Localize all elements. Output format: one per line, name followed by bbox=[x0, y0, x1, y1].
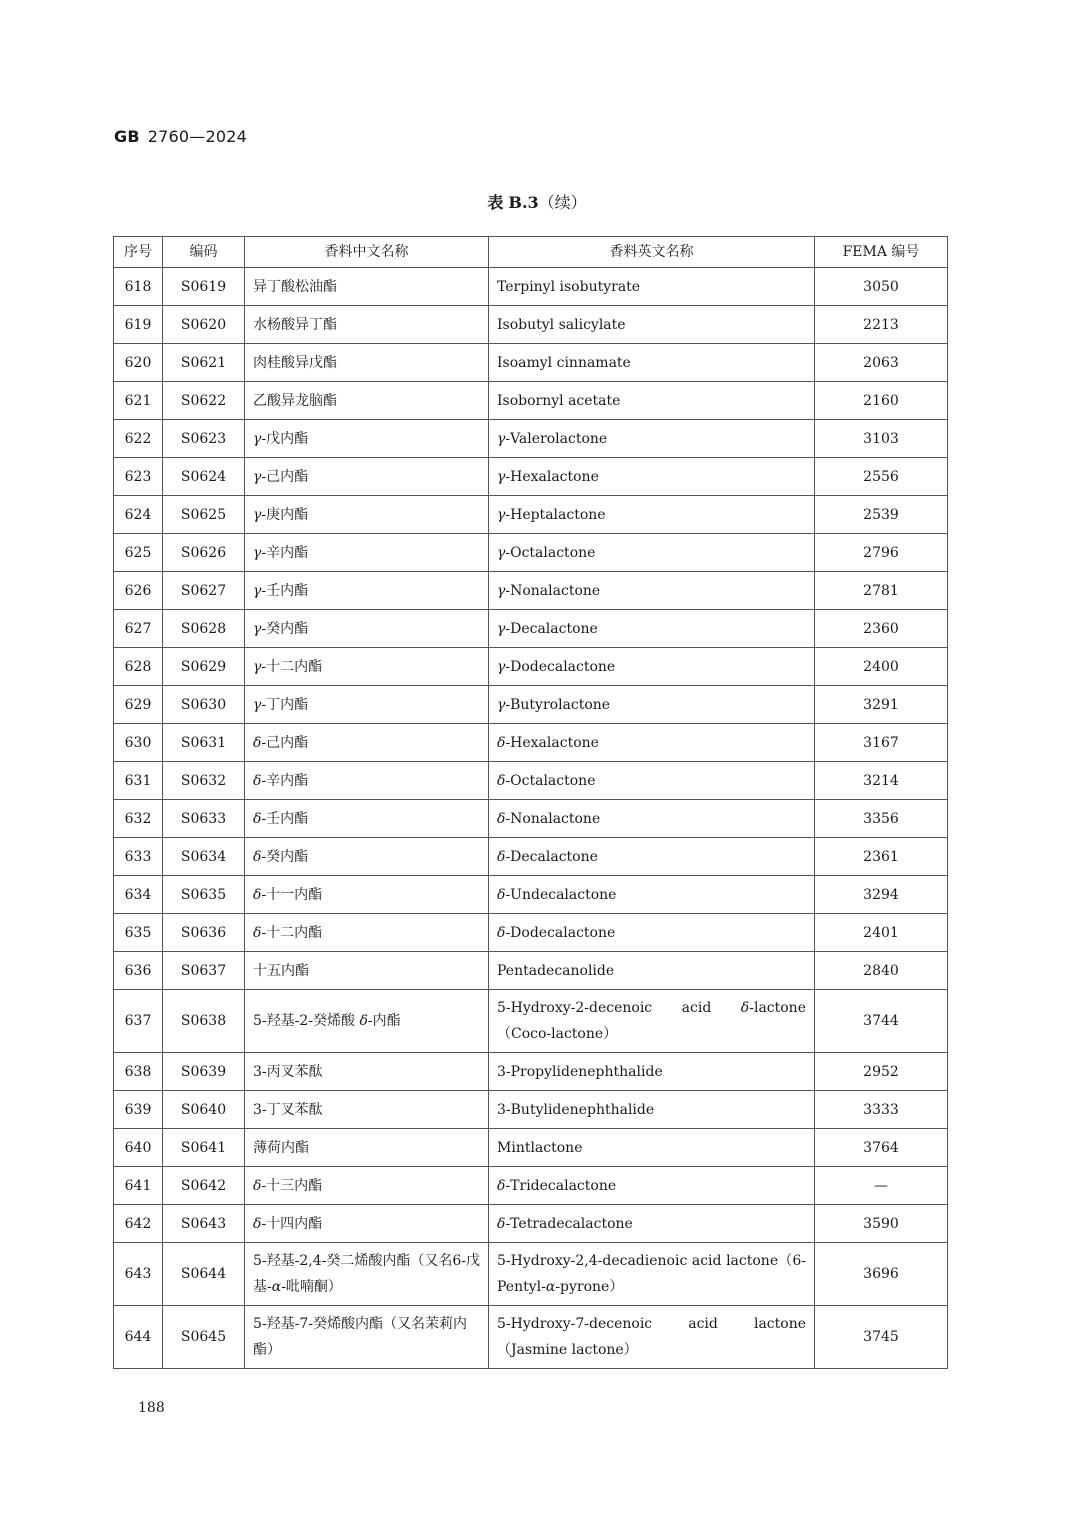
row-en-name: 5-Hydroxy-2-decenoic acid δ-lactone（Coco-lactone） bbox=[489, 990, 815, 1053]
row-en-name: δ-Dodecalactone bbox=[489, 914, 815, 952]
row-fema-number: 3050 bbox=[815, 268, 948, 306]
row-code: S0643 bbox=[163, 1205, 245, 1243]
table-row bbox=[114, 420, 948, 458]
row-number: 635 bbox=[114, 914, 163, 952]
row-number: 643 bbox=[114, 1243, 163, 1306]
table-row bbox=[114, 1205, 948, 1243]
row-number: 641 bbox=[114, 1167, 163, 1205]
table-row bbox=[114, 534, 948, 572]
row-number: 619 bbox=[114, 306, 163, 344]
row-number: 639 bbox=[114, 1091, 163, 1129]
row-code: S0640 bbox=[163, 1091, 245, 1129]
row-en-name: γ-Decalactone bbox=[489, 610, 815, 648]
row-code: S0639 bbox=[163, 1053, 245, 1091]
row-fema-number: 2556 bbox=[815, 458, 948, 496]
row-fema-number: 3764 bbox=[815, 1129, 948, 1167]
row-code: S0645 bbox=[163, 1306, 245, 1369]
table-header-row bbox=[114, 237, 948, 268]
table-row bbox=[114, 458, 948, 496]
row-code: S0622 bbox=[163, 382, 245, 420]
row-fema-number: 3356 bbox=[815, 800, 948, 838]
row-code: S0626 bbox=[163, 534, 245, 572]
row-en-name: δ-Nonalactone bbox=[489, 800, 815, 838]
table-row bbox=[114, 762, 948, 800]
row-fema-number: 2360 bbox=[815, 610, 948, 648]
table-row bbox=[114, 724, 948, 762]
row-number: 630 bbox=[114, 724, 163, 762]
table-row bbox=[114, 610, 948, 648]
row-cn-name: γ-庚内酯 bbox=[245, 496, 489, 534]
row-en-name: γ-Dodecalactone bbox=[489, 648, 815, 686]
row-number: 627 bbox=[114, 610, 163, 648]
row-en-name: Isobornyl acetate bbox=[489, 382, 815, 420]
row-cn-name: δ-十一内酯 bbox=[245, 876, 489, 914]
row-number: 642 bbox=[114, 1205, 163, 1243]
row-en-name: γ-Butyrolactone bbox=[489, 686, 815, 724]
table-row bbox=[114, 952, 948, 990]
row-fema-number: 2400 bbox=[815, 648, 948, 686]
row-en-name: Isobutyl salicylate bbox=[489, 306, 815, 344]
row-cn-name: 3-丙叉苯酞 bbox=[245, 1053, 489, 1091]
row-fema-number: 3744 bbox=[815, 990, 948, 1053]
table-row bbox=[114, 1167, 948, 1205]
column-header-code: 编码 bbox=[163, 237, 245, 268]
row-number: 626 bbox=[114, 572, 163, 610]
row-number: 628 bbox=[114, 648, 163, 686]
table-row bbox=[114, 268, 948, 306]
row-code: S0633 bbox=[163, 800, 245, 838]
row-en-name: Terpinyl isobutyrate bbox=[489, 268, 815, 306]
row-cn-name: γ-十二内酯 bbox=[245, 648, 489, 686]
row-en-name: δ-Octalactone bbox=[489, 762, 815, 800]
row-cn-name: δ-癸内酯 bbox=[245, 838, 489, 876]
row-cn-name: γ-辛内酯 bbox=[245, 534, 489, 572]
table-row bbox=[114, 1053, 948, 1091]
column-header-en-name: 香料英文名称 bbox=[489, 237, 815, 268]
row-fema-number: 2213 bbox=[815, 306, 948, 344]
row-number: 638 bbox=[114, 1053, 163, 1091]
row-code: S0634 bbox=[163, 838, 245, 876]
table-row bbox=[114, 800, 948, 838]
row-code: S0630 bbox=[163, 686, 245, 724]
row-cn-name: γ-戊内酯 bbox=[245, 420, 489, 458]
row-en-name: δ-Undecalactone bbox=[489, 876, 815, 914]
row-code: S0625 bbox=[163, 496, 245, 534]
row-en-name: δ-Decalactone bbox=[489, 838, 815, 876]
flavor-table bbox=[113, 236, 948, 1369]
row-number: 625 bbox=[114, 534, 163, 572]
row-cn-name: δ-十二内酯 bbox=[245, 914, 489, 952]
row-fema-number: 2160 bbox=[815, 382, 948, 420]
row-number: 644 bbox=[114, 1306, 163, 1369]
row-code: S0636 bbox=[163, 914, 245, 952]
row-cn-name: δ-十四内酯 bbox=[245, 1205, 489, 1243]
row-code: S0624 bbox=[163, 458, 245, 496]
row-code: S0623 bbox=[163, 420, 245, 458]
row-cn-name: γ-己内酯 bbox=[245, 458, 489, 496]
row-code: S0642 bbox=[163, 1167, 245, 1205]
row-fema-number: 2539 bbox=[815, 496, 948, 534]
row-fema-number: 3294 bbox=[815, 876, 948, 914]
row-cn-name: 3-丁叉苯酞 bbox=[245, 1091, 489, 1129]
table-row bbox=[114, 914, 948, 952]
row-number: 621 bbox=[114, 382, 163, 420]
row-en-name: γ-Hexalactone bbox=[489, 458, 815, 496]
row-code: S0628 bbox=[163, 610, 245, 648]
table-row bbox=[114, 382, 948, 420]
row-fema-number: 2781 bbox=[815, 572, 948, 610]
row-en-name: Isoamyl cinnamate bbox=[489, 344, 815, 382]
row-fema-number: 2796 bbox=[815, 534, 948, 572]
row-fema-number: 3696 bbox=[815, 1243, 948, 1306]
row-en-name: γ-Heptalactone bbox=[489, 496, 815, 534]
row-number: 622 bbox=[114, 420, 163, 458]
row-en-name: γ-Valerolactone bbox=[489, 420, 815, 458]
table-row bbox=[114, 1306, 948, 1369]
row-cn-name: γ-壬内酯 bbox=[245, 572, 489, 610]
table-caption bbox=[0, 190, 1074, 213]
table-row bbox=[114, 344, 948, 382]
caption-suffix: （续） bbox=[538, 193, 587, 212]
row-code: S0620 bbox=[163, 306, 245, 344]
row-code: S0629 bbox=[163, 648, 245, 686]
row-code: S0621 bbox=[163, 344, 245, 382]
row-fema-number: 2063 bbox=[815, 344, 948, 382]
row-code: S0637 bbox=[163, 952, 245, 990]
table-row bbox=[114, 648, 948, 686]
row-cn-name: 5-羟基-2,4-癸二烯酸内酯（又名6-戊基-α-吡喃酮） bbox=[245, 1243, 489, 1306]
row-code: S0644 bbox=[163, 1243, 245, 1306]
row-cn-name: δ-己内酯 bbox=[245, 724, 489, 762]
row-en-name: Pentadecanolide bbox=[489, 952, 815, 990]
table-body bbox=[114, 268, 948, 1369]
row-cn-name: 5-羟基-7-癸烯酸内酯（又名茉莉内酯） bbox=[245, 1306, 489, 1369]
column-header-fema: FEMA 编号 bbox=[815, 237, 948, 268]
row-code: S0631 bbox=[163, 724, 245, 762]
row-en-name: 5-Hydroxy-2,4-decadienoic acid lactone（6-Pentyl-α-pyrone） bbox=[489, 1243, 815, 1306]
table-row bbox=[114, 686, 948, 724]
table-row bbox=[114, 1091, 948, 1129]
row-fema-number: 2401 bbox=[815, 914, 948, 952]
row-number: 634 bbox=[114, 876, 163, 914]
row-number: 624 bbox=[114, 496, 163, 534]
document-header bbox=[114, 127, 247, 146]
column-header-cn-name: 香料中文名称 bbox=[245, 237, 489, 268]
row-en-name: 3-Propylidenephthalide bbox=[489, 1053, 815, 1091]
row-code: S0638 bbox=[163, 990, 245, 1053]
table-row bbox=[114, 990, 948, 1053]
table-row bbox=[114, 572, 948, 610]
table-row bbox=[114, 1243, 948, 1306]
standard-code: GB bbox=[114, 127, 140, 146]
row-code: S0641 bbox=[163, 1129, 245, 1167]
row-number: 629 bbox=[114, 686, 163, 724]
row-en-name: δ-Tetradecalactone bbox=[489, 1205, 815, 1243]
standard-number: 2760—2024 bbox=[147, 127, 247, 146]
row-cn-name: γ-丁内酯 bbox=[245, 686, 489, 724]
row-cn-name: δ-十三内酯 bbox=[245, 1167, 489, 1205]
row-en-name: γ-Nonalactone bbox=[489, 572, 815, 610]
row-fema-number: 3333 bbox=[815, 1091, 948, 1129]
row-code: S0632 bbox=[163, 762, 245, 800]
row-fema-number: 2361 bbox=[815, 838, 948, 876]
row-fema-number: 3103 bbox=[815, 420, 948, 458]
row-code: S0619 bbox=[163, 268, 245, 306]
row-cn-name: 十五内酯 bbox=[245, 952, 489, 990]
row-fema-number: 2840 bbox=[815, 952, 948, 990]
table-row bbox=[114, 1129, 948, 1167]
table-row bbox=[114, 838, 948, 876]
row-cn-name: δ-辛内酯 bbox=[245, 762, 489, 800]
row-number: 636 bbox=[114, 952, 163, 990]
row-number: 631 bbox=[114, 762, 163, 800]
row-fema-number: — bbox=[815, 1167, 948, 1205]
column-header-no: 序号 bbox=[114, 237, 163, 268]
row-cn-name: 水杨酸异丁酯 bbox=[245, 306, 489, 344]
row-en-name: Mintlactone bbox=[489, 1129, 815, 1167]
row-cn-name: 肉桂酸异戊酯 bbox=[245, 344, 489, 382]
row-number: 623 bbox=[114, 458, 163, 496]
row-cn-name: γ-癸内酯 bbox=[245, 610, 489, 648]
row-fema-number: 3291 bbox=[815, 686, 948, 724]
row-en-name: δ-Hexalactone bbox=[489, 724, 815, 762]
row-number: 632 bbox=[114, 800, 163, 838]
row-number: 618 bbox=[114, 268, 163, 306]
row-cn-name: 异丁酸松油酯 bbox=[245, 268, 489, 306]
row-fema-number: 3590 bbox=[815, 1205, 948, 1243]
row-cn-name: 薄荷内酯 bbox=[245, 1129, 489, 1167]
row-cn-name: 5-羟基-2-癸烯酸 δ-内酯 bbox=[245, 990, 489, 1053]
caption-table-number: B.3 bbox=[508, 193, 539, 212]
row-number: 637 bbox=[114, 990, 163, 1053]
row-en-name: 3-Butylidenephthalide bbox=[489, 1091, 815, 1129]
row-code: S0627 bbox=[163, 572, 245, 610]
table-row bbox=[114, 306, 948, 344]
row-cn-name: δ-壬内酯 bbox=[245, 800, 489, 838]
row-number: 633 bbox=[114, 838, 163, 876]
row-fema-number: 2952 bbox=[815, 1053, 948, 1091]
table-row bbox=[114, 876, 948, 914]
row-fema-number: 3167 bbox=[815, 724, 948, 762]
row-en-name: 5-Hydroxy-7-decenoic acid lactone（Jasmine lactone） bbox=[489, 1306, 815, 1369]
row-number: 620 bbox=[114, 344, 163, 382]
row-en-name: γ-Octalactone bbox=[489, 534, 815, 572]
row-cn-name: 乙酸异龙脑酯 bbox=[245, 382, 489, 420]
caption-prefix: 表 bbox=[487, 193, 504, 212]
table-row bbox=[114, 496, 948, 534]
row-fema-number: 3214 bbox=[815, 762, 948, 800]
row-fema-number: 3745 bbox=[815, 1306, 948, 1369]
row-en-name: δ-Tridecalactone bbox=[489, 1167, 815, 1205]
row-number: 640 bbox=[114, 1129, 163, 1167]
row-code: S0635 bbox=[163, 876, 245, 914]
page-number: 188 bbox=[138, 1400, 165, 1416]
